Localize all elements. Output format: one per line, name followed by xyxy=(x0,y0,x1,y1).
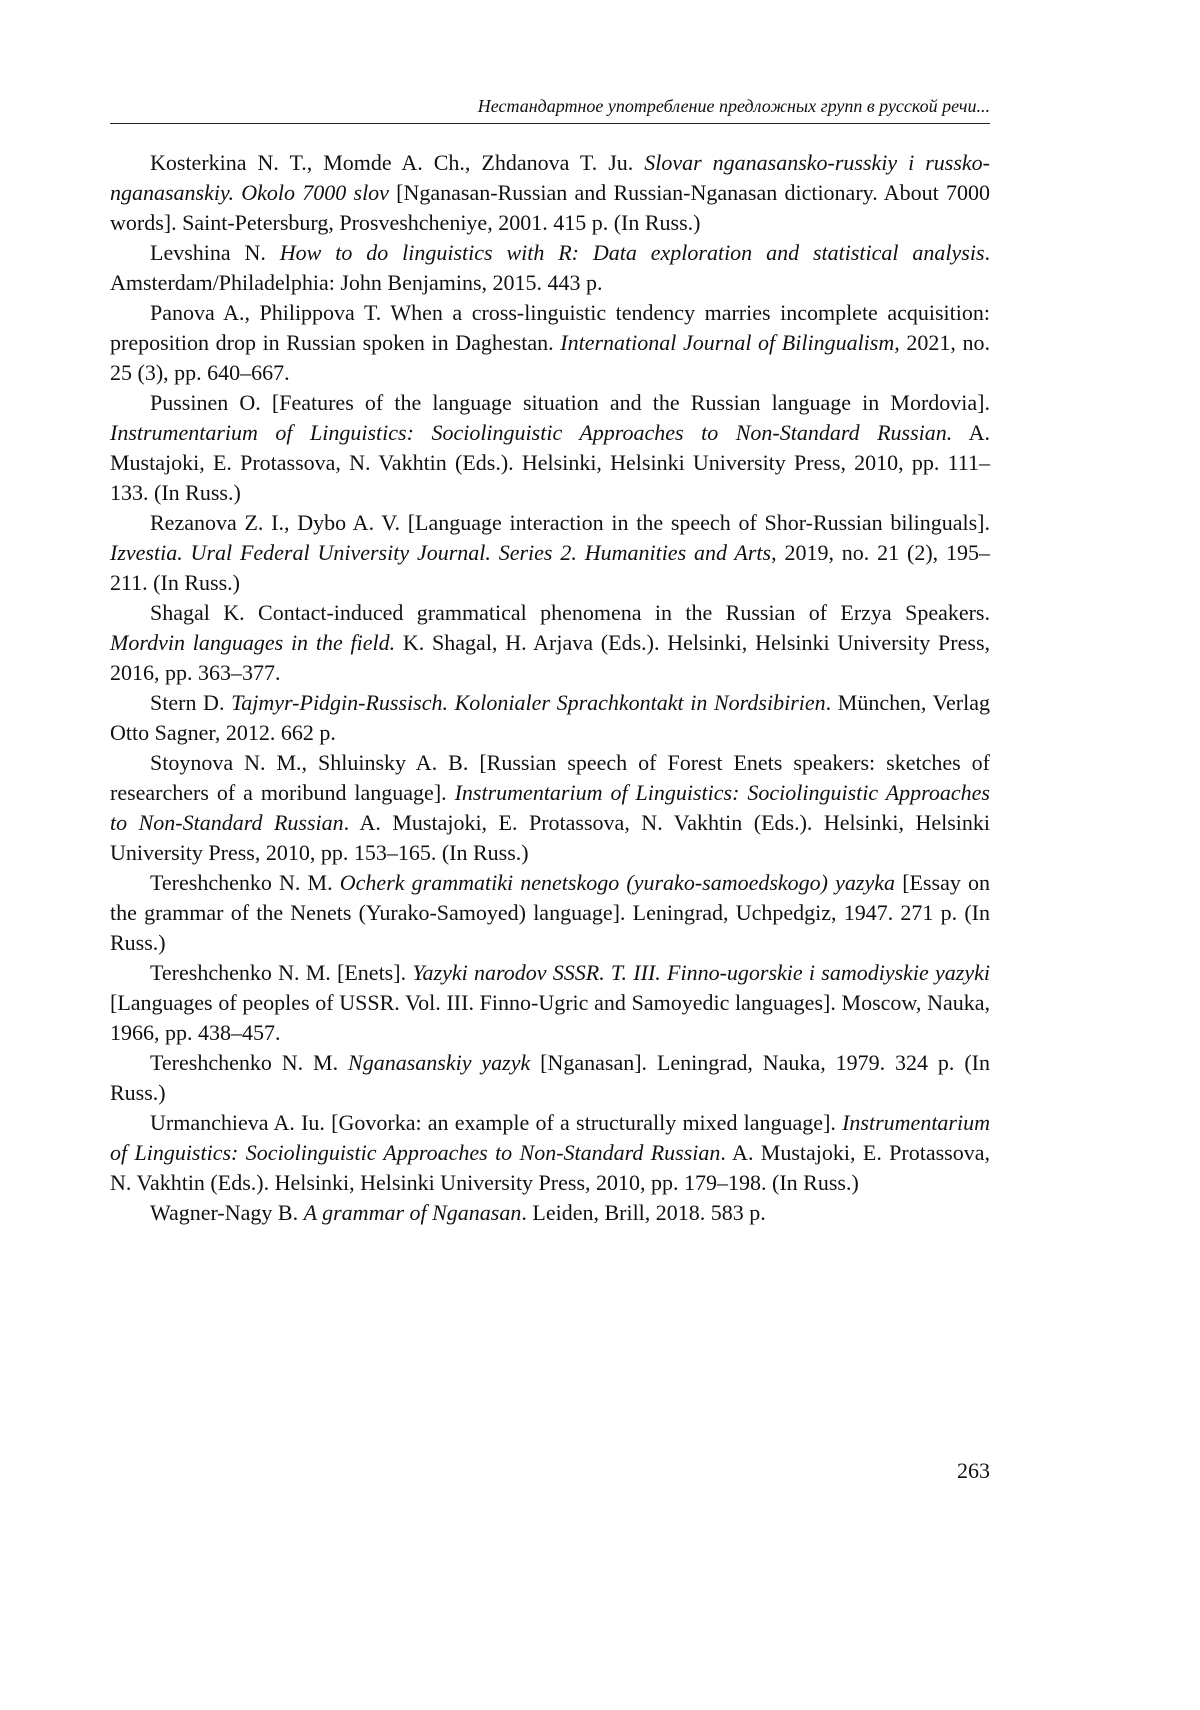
reference-text: Tereshchenko N. M. [Enets]. xyxy=(150,960,413,985)
reference-text: . Amsterdam/Philadelphia: John Benjamins, 2015. 443 p. xyxy=(110,240,990,295)
reference-text: Stern D. xyxy=(150,690,232,715)
reference-title: Nganasanskiy yazyk xyxy=(348,1050,531,1075)
reference-text: Pussinen O. [Features of the language situation and the Russian language in Mordovia]. xyxy=(150,390,990,415)
reference-title: Izvestia. Ural Federal University Journal. Series 2. Humanities and Arts xyxy=(110,540,772,565)
reference-text: A. Mustajoki, E. Protassova, N. Vakhtin (Eds.). Helsinki, Helsinki University Press, 2010, pp. 111–133. (In Russ.) xyxy=(110,420,990,505)
reference-title: Instrumentarium of Linguistics: Sociolinguistic Approaches to Non-Standard Russian xyxy=(110,780,990,835)
reference-title: A grammar of Nganasan xyxy=(303,1200,522,1225)
reference-text: Levshina N. xyxy=(150,240,280,265)
reference-title: Ocherk grammatiki nenetskogo (yurako-samoedskogo) yazyka xyxy=(339,870,896,895)
reference-entry xyxy=(110,148,990,238)
reference-text: Stoynova N. M., Shluinsky A. B. [Russian speech of Forest Enets speakers: sketches of researchers of a moribund language]. xyxy=(110,750,990,805)
page-number: 263 xyxy=(957,1458,990,1483)
reference-text: . München, Verlag Otto Sagner, 2012. 662 p. xyxy=(110,690,991,745)
reference-title: Instrumentarium of Linguistics: Sociolinguistic Approaches to Non-Standard Russian xyxy=(110,1110,990,1165)
reference-text: , 2021, no. 25 (3), pp. 640–667. xyxy=(110,330,990,385)
reference-entry xyxy=(110,298,990,388)
reference-entry xyxy=(110,748,990,868)
header-divider xyxy=(110,123,990,124)
reference-entry xyxy=(110,1048,990,1108)
reference-title: Instrumentarium of Linguistics: Sociolinguistic Approaches to Non-Standard Russian. xyxy=(110,420,953,445)
reference-list xyxy=(110,148,990,1228)
reference-entry xyxy=(110,508,990,598)
reference-text: [Languages of peoples of USSR. Vol. III. Finno-Ugric and Samoyedic languages]. Moscow, Nauka, 1966, pp. 438–457. xyxy=(110,990,990,1045)
reference-title: International Journal of Bilingualism xyxy=(560,330,895,355)
reference-entry xyxy=(110,688,990,748)
reference-text: Shagal K. Contact-induced grammatical phenomena in the Russian of Erzya Speakers. xyxy=(150,600,990,625)
reference-text: [Nganasan]. Leningrad, Nauka, 1979. 324 p. (In Russ.) xyxy=(110,1050,990,1105)
running-header: Нестандартное употребление предложных групп в русской речи... xyxy=(477,96,990,116)
reference-entry xyxy=(110,868,990,958)
reference-text: . A. Mustajoki, E. Protassova, N. Vakhtin (Eds.). Helsinki, Helsinki University Press, 2010, pp. 179–198. (In Russ.) xyxy=(110,1140,990,1195)
reference-text: [Nganasan-Russian and Russian-Nganasan dictionary. About 7000 words]. Saint-Petersburg, Prosveshcheniye, 2001. 415 p. (In Russ.) xyxy=(110,180,990,235)
reference-text: , 2019, no. 21 (2), 195–211. (In Russ.) xyxy=(110,540,991,595)
reference-text: Panova A., Philippova T. When a cross-linguistic tendency marries incomplete acquisition: preposition drop in Russian spoken in Daghestan. xyxy=(110,300,990,355)
reference-entry xyxy=(110,388,990,508)
reference-title: Slovar nganasansko-russkiy i russko-nganasanskiy. Okolo 7000 slov xyxy=(110,150,990,205)
reference-title: Yazyki narodov SSSR. T. III. Finno-ugorskie i samodiyskie yazyki xyxy=(412,960,991,985)
reference-text: Tereshchenko N. M. xyxy=(150,1050,349,1075)
reference-title: Tajmyr-Pidgin-Russisch. Kolonialer Sprachkontakt in Nordsibirien xyxy=(231,690,826,715)
reference-text: Urmanchieva A. Iu. [Govorka: an example of a structurally mixed language]. xyxy=(150,1110,843,1135)
reference-text: . A. Mustajoki, E. Protassova, N. Vakhtin (Eds.). Helsinki, Helsinki University Press, 2010, pp. 153–165. (In Russ.) xyxy=(110,810,990,865)
reference-text: Kosterkina N. T., Momde A. Ch., Zhdanova T. Ju. xyxy=(150,150,645,175)
reference-text: Rezanova Z. I., Dybo A. V. [Language interaction in the speech of Shor-Russian bilinguals]. xyxy=(150,510,990,535)
reference-title: Mordvin languages in the field. xyxy=(110,630,396,655)
reference-text: Wagner-Nagy B. xyxy=(150,1200,304,1225)
reference-title: How to do linguistics with R: Data exploration and statistical analysis xyxy=(279,240,985,265)
reference-text: . Leiden, Brill, 2018. 583 p. xyxy=(521,1200,766,1225)
reference-text: [Essay on the grammar of the Nenets (Yurako-Samoyed) language]. Leningrad, Uchpedgiz, 1947. 271 p. (In Russ.) xyxy=(110,870,990,955)
reference-text: Tereshchenko N. M. xyxy=(150,870,340,895)
reference-entry xyxy=(110,238,990,298)
reference-entry xyxy=(110,1108,990,1198)
reference-entry xyxy=(110,958,990,1048)
reference-entry xyxy=(110,598,990,688)
reference-text: K. Shagal, H. Arjava (Eds.). Helsinki, Helsinki University Press, 2016, pp. 363–377. xyxy=(110,630,991,685)
reference-entry xyxy=(110,1198,990,1228)
